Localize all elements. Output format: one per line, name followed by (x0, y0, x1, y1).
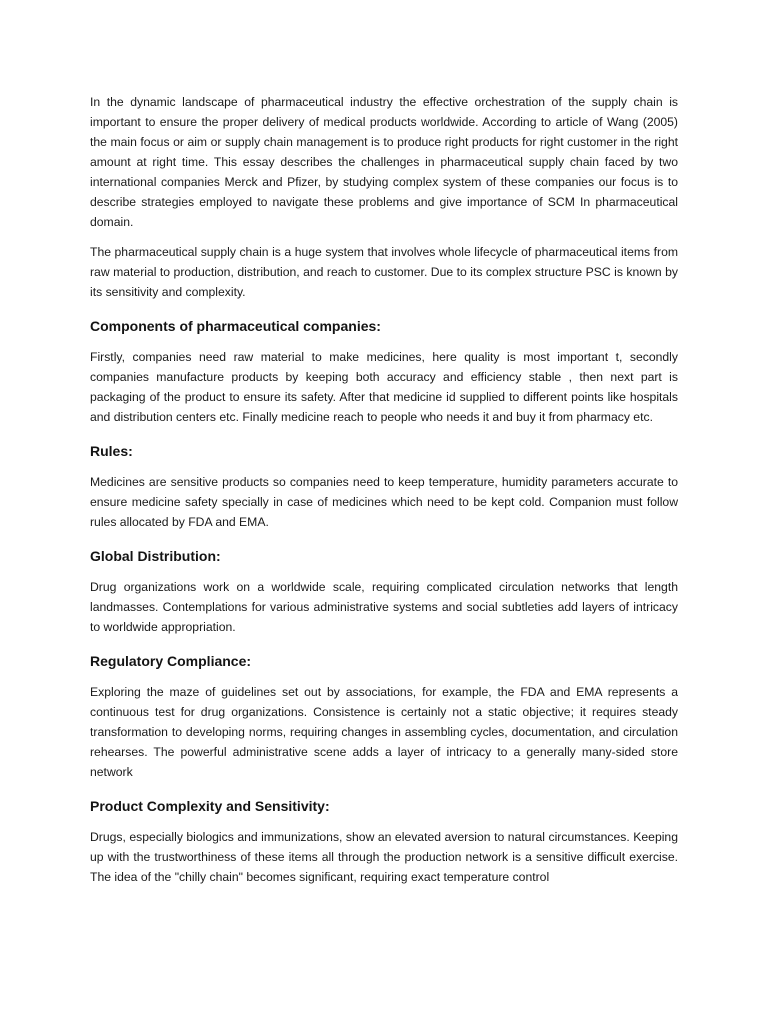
section-body-product-complexity: Drugs, especially biologics and immunizations, show an elevated aversion to natural circumstances. Keeping up with the trustworthiness of these items all through the production network is a sensitive difficult exercise. The idea of the "chilly chain" becomes significant, requiring exact temperature control (90, 830, 678, 884)
section-heading-global-distribution: Global Distribution: (90, 548, 221, 564)
section-heading-components: Components of pharmaceutical companies: (90, 318, 381, 334)
section-heading-rules: Rules: (90, 443, 133, 459)
document-page (90, 92, 678, 897)
section-heading-product-complexity: Product Complexity and Sensitivity: (90, 798, 330, 814)
section-body-global-distribution: Drug organizations work on a worldwide scale, requiring complicated circulation networks that length landmasses. Contemplations for various administrative systems and social subtleties add layers of intricacy to worldwide appropriation. (90, 580, 678, 634)
section-body-rules: Medicines are sensitive products so companies need to keep temperature, humidity parameters accurate to ensure medicine safety specially in case of medicines which need to be kept cold. Companion must follow rules allocated by FDA and EMA. (90, 475, 678, 529)
intro-paragraph: In the dynamic landscape of pharmaceutical industry the effective orchestration of the supply chain is important to ensure the proper delivery of medical products worldwide. According to article of Wang (2005) the main focus or aim or supply chain management is to produce right products for right customer in the right amount at right time. This essay describes the challenges in pharmaceutical supply chain faced by two international companies Merck and Pfizer, by studying complex system of these companies our focus is to describe strategies employed to navigate these problems and give importance of SCM In pharmaceutical domain. (90, 95, 678, 229)
section-body-components: Firstly, companies need raw material to make medicines, here quality is most important t, secondly companies manufacture products by keeping both accuracy and efficiency stable , then next part is packaging of the product to ensure its safety. After that medicine id supplied to different points like hospitals and distribution centers etc. Finally medicine reach to people who needs it and buy it from pharmacy etc. (90, 350, 678, 424)
overview-paragraph: The pharmaceutical supply chain is a huge system that involves whole lifecycle of pharmaceutical items from raw material to production, distribution, and reach to customer. Due to its complex structure PSC is known by its sensitivity and complexity. (90, 245, 678, 299)
section-body-regulatory-compliance: Exploring the maze of guidelines set out by associations, for example, the FDA and EMA represents a continuous test for drug organizations. Consistence is certainly not a static objective; it requires steady transformation to developing norms, requiring changes in assembling cycles, documentation, and circulation rehearses. The powerful administrative scene adds a layer of intricacy to a generally many-sided store network (90, 685, 678, 779)
section-heading-regulatory-compliance: Regulatory Compliance: (90, 653, 252, 669)
